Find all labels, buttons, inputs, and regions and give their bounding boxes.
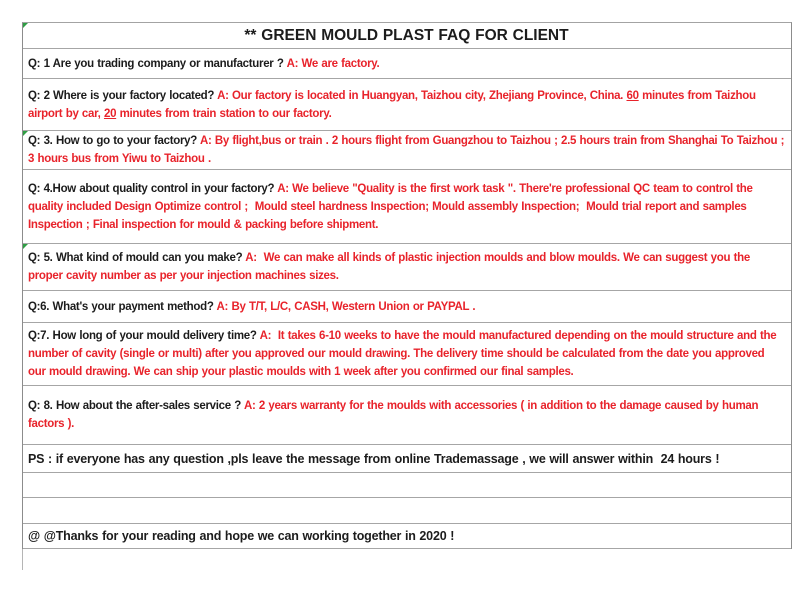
faq-row-q4: [23, 170, 791, 244]
empty-row-1: [23, 473, 791, 498]
faq-row-ps: [23, 445, 791, 473]
faq-row-q3-question-segment: Q: 3. How to go to your factory?: [28, 135, 200, 147]
faq-row-q6-answer-segment: A: By T/T, L/C, CASH, Western Union or PAYPAL .: [216, 300, 476, 313]
title-row: [23, 23, 791, 49]
faq-row-q4-text: [28, 180, 785, 234]
faq-row-ps-text: [28, 450, 785, 468]
faq-row-q1-question-segment: Q: 1 Are you trading company or manufacturer ?: [28, 57, 287, 70]
faq-row-q8-text: [28, 397, 785, 433]
faq-row-q2: [23, 79, 791, 131]
green-corner-marker-icon: [23, 23, 28, 28]
faq-row-q2-answer-segment: 60: [626, 89, 639, 102]
faq-row-q1-text: [28, 55, 785, 73]
faq-row-q7: [23, 323, 791, 386]
faq-row-q3-answer-segment: A: By flight,bus or train . 2 hours flight from Guangzhou to Taizhou ; 2.5 hours train from Shanghai To Taizhou ; 3 hours bus from Yiwu to Taizhou .: [28, 135, 788, 165]
green-corner-marker-icon: [23, 131, 28, 136]
faq-row-q6-text: [28, 298, 785, 316]
faq-row-q7-text: [28, 327, 785, 381]
faq-row-q7-question-segment: Q:7. How long of your mould delivery time?: [28, 330, 260, 342]
faq-row-q6-question-segment: Q:6. What's your payment method?: [28, 300, 217, 313]
empty-row-2: [23, 498, 791, 524]
faq-row-q2-answer-segment: A: Our factory is located in Huangyan, Taizhou city, Zhejiang Province, China.: [217, 89, 627, 102]
table-bottom-stub: [22, 549, 792, 570]
faq-row-q3-text: [28, 132, 788, 168]
faq-row-q8-answer-segment: A: 2 years warranty for the moulds with accessories ( in addition to the damage caused by human factors ).: [28, 400, 762, 430]
faq-row-thanks-text: [28, 527, 785, 545]
title-row-question-segment: ** GREEN MOULD PLAST FAQ FOR CLIENT: [244, 26, 569, 44]
faq-row-q2-answer-segment: 20: [103, 107, 117, 120]
faq-row-q3: [23, 131, 791, 170]
faq-row-q2-answer-segment: minutes from Taizhou airport by car,: [28, 89, 760, 120]
faq-row-q5: [23, 244, 791, 291]
faq-row-q2-question-segment: Q: 2 Where is your factory located?: [28, 89, 218, 102]
faq-table: [22, 22, 792, 549]
faq-row-q8-question-segment: Q: 8. How about the after-sales service ?: [28, 400, 244, 412]
faq-row-q8: [23, 386, 791, 445]
faq-row-q1: [23, 49, 791, 79]
faq-row-q2-text: [28, 87, 785, 123]
faq-row-q7-answer-segment: A: It takes 6-10 weeks to have the mould manufactured depending on the mould structure and the number of cavity (single or multi) after you approved our mould drawing. The delivery time should be calculated from the date you approved our mould drawing. We can ship your plastic moulds with 1 week after you confirmed our final samples.: [28, 330, 780, 378]
faq-row-q5-answer-segment: A: We can make all kinds of plastic injection moulds and blow moulds. We can suggest you the proper cavity number as per your injection machines sizes.: [28, 252, 754, 282]
faq-row-q5-text: [28, 249, 785, 285]
green-corner-marker-icon: [23, 244, 28, 249]
faq-row-q4-answer-segment: A: We believe "Quality is the first work task ". There're professional QC team to control the quality included Design Optimize control ; Mould steel hardness Inspection; Mould assembly Inspection; Mould trial report and samples Inspection ; Final inspection for mould & packing before shipment.: [28, 182, 756, 231]
faq-row-q2-answer-segment: minutes from train station to our factory.: [116, 107, 332, 120]
faq-row-q5-question-segment: Q: 5. What kind of mould can you make?: [28, 252, 246, 264]
faq-row-q6: [23, 291, 791, 323]
faq-row-q1-answer-segment: A: We are factory.: [286, 57, 380, 70]
faq-row-thanks: [23, 524, 791, 549]
faq-row-ps-question-segment: PS : if everyone has any question ,pls leave the message from online Trademassage , we will answer within 24 hours !: [28, 451, 720, 466]
faq-row-q4-question-segment: Q: 4.How about quality control in your factory?: [28, 182, 278, 195]
title-row-text: [28, 26, 785, 46]
faq-row-thanks-question-segment: @ @Thanks for your reading and hope we can working together in 2020 !: [28, 529, 455, 543]
